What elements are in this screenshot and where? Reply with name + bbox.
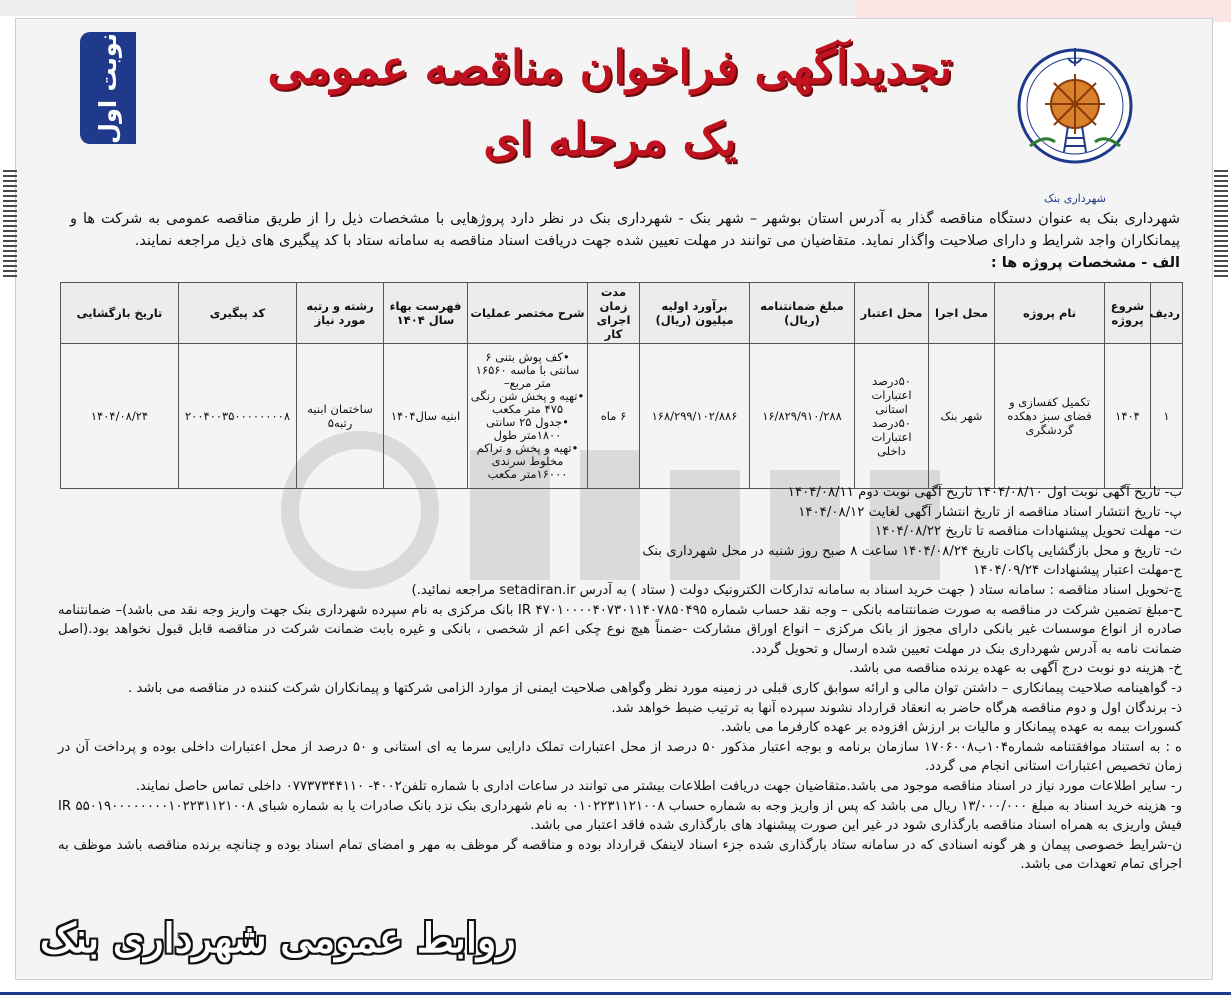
cell-radif: ۱ xyxy=(1151,344,1183,489)
cell-guarantee: ۱۶/۸۲۹/۹۱۰/۲۸۸ xyxy=(750,344,855,489)
cell-estimate: ۱۶۸/۲۹۹/۱۰۲/۸۸۶ xyxy=(640,344,750,489)
th-tracking: کد پیگیری xyxy=(179,283,297,344)
th-estimate: برآورد اولیه میلیون (ریال) xyxy=(640,283,750,344)
round-badge xyxy=(80,32,136,144)
th-pricelist: فهرست بهاء سال ۱۴۰۴ xyxy=(384,283,468,344)
cell-opening: ۱۴۰۴/۰۸/۲۴ xyxy=(61,344,179,489)
table-row xyxy=(61,344,1183,489)
cell-tracking: ۲۰۰۴۰۰۳۵۰۰۰۰۰۰۰۰۸ xyxy=(179,344,297,489)
operation-item: •جدول ۲۵ سانتی ۱۸۰۰متر طول xyxy=(486,415,569,442)
clause-n: ن-شرایط خصوصی پیمان و هر گونه اسنادی که در سامانه ستاد بارگذاری شده جزء اسناد لاینفک قرارداد بوده و مناقصه گر موظف به مهر و امضای تمام اسناد بوده و چنانچه برنده مناقصه باشد موظف به اجرای تمام تعهدات می باشد. xyxy=(58,837,1182,873)
th-grade: رشته و رتبه مورد نیاز xyxy=(297,283,384,344)
cell-duration: ۶ ماه xyxy=(588,344,640,489)
clauses-block xyxy=(58,483,1182,875)
cell-grade: ساختمان ابنیه رتبه۵ xyxy=(297,344,384,489)
table-header-row xyxy=(61,283,1183,344)
cell-credit: ۵۰درصد اعتبارات استانی ۵۰درصد اعتبارات داخلی xyxy=(855,344,929,489)
clause-s: ث- تاریخ و محل بازگشایی پاکات تاریخ ۱۴۰۴/۰۸/۲۴ ساعت ۸ صبح روز شنبه در محل شهرداری بنک xyxy=(642,543,1182,559)
left-barcode-decoration xyxy=(3,170,17,280)
th-location: محل اجرا xyxy=(929,283,995,344)
clause-z: ذ- برندگان اول و دوم مناقصه هرگاه حاضر به انعقاد قرارداد نشوند سپرده آنها به ترتیب ضبط خواهد شد. xyxy=(611,700,1182,716)
cell-location: شهر بنک xyxy=(929,344,995,489)
clause-t: ت- مهلت تحویل پیشنهادات مناقصه تا تاریخ ۱۴۰۴/۰۸/۲۲ xyxy=(875,524,1182,540)
clause-h: ح-مبلغ تضمین شرکت در مناقصه به صورت ضمانتنامه بانکی – وجه نقد حساب شماره IR ۴۷۰۱۰۰۰۰۴۰۷۳۰۱۱۴۰۷۸۵۰۴۹۵ بانک مرکزی به نام سپرده شهرداری بنک جهت واریز وجه نقد می باشد)– ضمانتنامه صادره از انواع موسسات غیر بانکی دارای مجوز از بانک مرکزی – انواع اوراق مشارکت -ضمناً هیچ نوع چکی اعم از شخصی ، بانکی و غیره بابت ضمانت شرکت در مناقصه قابل قبول نخواهد بود.(اصل ضمانت نامه به آدرس شهرداری بنک در مهلت تعیین شده ارسال و تحویل گردد. xyxy=(58,602,1182,657)
th-credit: محل اعتبار xyxy=(855,283,929,344)
cell-name: تکمیل کفسازی و فضای سبز دهکده گردشگری xyxy=(995,344,1105,489)
clause-v: و- هزینه خرید اسناد به مبلغ ۱۳/۰۰۰/۰۰۰ ریال می باشد که پس از واریز وجه به شماره حساب ۰۱۰۲۲۳۱۱۲۱۰۰۸ به نام شهرداری بنک نزد بانک صادرات یا به شماره شبای IR ۵۵۰۱۹۰۰۰۰۰۰۰۰۱۰۲۲۳۱۱۲۱۰۰۸ فیش واریزی به همراه اسناد مناقصه بارگذاری شود در غیر این صورت پیشنهاد های بارگذاری شده فاقد اعتبار می باشد. xyxy=(58,798,1182,834)
th-opening: تاریخ بازگشایی xyxy=(61,283,179,344)
logo-caption: شهرداری بنک xyxy=(1044,192,1106,205)
th-guarantee: مبلغ ضمانتنامه (ریال) xyxy=(750,283,855,344)
bottom-rule xyxy=(0,992,1231,995)
intro-paragraph xyxy=(70,208,1180,274)
section-heading: الف - مشخصات پروژه ها : xyxy=(990,255,1180,271)
clause-p: پ- تاریخ انتشار اسناد مناقصه از تاریخ انتشار آگهی لغایت ۱۴۰۴/۰۸/۱۲ xyxy=(798,504,1182,520)
operation-item: •تهیه و پخش شن رنگی ۴۷۵ متر مکعب xyxy=(470,389,585,416)
clause-b: ب- تاریخ آگهی نوبت اول ۱۴۰۴/۰۸/۱۰ تاریخ آگهی نوبت دوم ۱۴۰۴/۰۸/۱۱ xyxy=(787,485,1182,500)
projects-table xyxy=(60,282,1183,489)
footer-signature: روابط عمومی شهرداری بنک xyxy=(40,915,516,962)
cell-pricelist: ابنیه سال۱۴۰۴ xyxy=(384,344,468,489)
th-start: شروع پروژه xyxy=(1105,283,1151,344)
badge-label: نوبت اول xyxy=(94,32,122,144)
municipality-logo xyxy=(1010,34,1140,196)
operation-item: •تهیه و پخش و تراکم مخلوط سرندی ۱۶۰۰۰متر مکعب xyxy=(476,441,579,481)
cell-start: ۱۴۰۴ xyxy=(1105,344,1151,489)
operation-item: •کف پوش بتنی ۶ سانتی با ماسه ۱۶۵۶۰ متر مربع– xyxy=(475,350,580,390)
clause-he: ه : به استناد موافقتنامه شماره۱۰۴ب۱۷۰۶۰۰۸ سازمان برنامه و بوجه اعتبار مذکور ۵۰ درصد از محل اعتبارات تملک دارایی سرما یه ای استانی و ۵۰ درصد از محل اعتبارات داخلی بوده و پرداخت آن در زمان تخصیص اعتبارات استانی انجام می گردد. xyxy=(58,739,1183,775)
intro-text: شهرداری بنک به عنوان دستگاه مناقصه گذار به آدرس استان بوشهر – شهر بنک - شهرداری بنک در نظر دارد پروژهایی با مشخصات ذیل را از طریق مناقصه عمومی به شرکت ها و پیمانکاران واجد شرایط و دارای صلاحیت واگذار نماید. متقاضیان می توانند در مهلت تعیین شده جهت دریافت اسناد مناقصه به سامانه ستاد با کد پیگیری های ذیل مراجعه نمایند. xyxy=(70,211,1180,249)
clause-ch: چ-تحویل اسناد مناقصه : سامانه ستاد ( جهت خرید اسناد به سامانه تدارکات الکترونیک دولت ( ستاد ) به آدرس setadiran.ir مراجعه نمائید.) xyxy=(411,582,1182,598)
ad-title: تجدیدآگهی فراخوان مناقصه عمومی xyxy=(267,40,953,94)
clause-r: ر- سایر اطلاعات مورد نیاز در اسناد مناقصه موجود می باشد.متقاضیان جهت دریافت اطلاعات بیشتر می توانند در ساعات اداری با شماره تلفن۴۰۰۲- ۰۷۷۳۷۳۴۴۱۱۰ داخلی تماس حاصل نمایند. xyxy=(135,778,1182,794)
th-radif: ردیف xyxy=(1151,283,1183,344)
ad-subtitle: یک مرحله ای xyxy=(483,112,737,166)
th-duration: مدت زمان اجرای کار xyxy=(588,283,640,344)
cell-operations xyxy=(468,344,588,489)
th-name: نام پروژه xyxy=(995,283,1105,344)
th-operations: شرح مختصر عملیات xyxy=(468,283,588,344)
clause-j: ج-مهلت اعتبار پیشنهادات ۱۴۰۴/۰۹/۲۴ xyxy=(973,563,1182,579)
clause-kh: خ- هزینه دو نوبت درج آگهی به عهده برنده مناقصه می باشد. xyxy=(849,661,1182,677)
clause-insurance: کسورات بیمه به عهده پیمانکار و مالیات بر ارزش افزوده بر عهده کارفرما می باشد. xyxy=(721,720,1182,736)
right-barcode-decoration xyxy=(1214,170,1228,280)
clause-d: د- گواهینامه صلاحیت پیمانکاری – داشتن توان مالی و ارائه سوابق کاری قبلی در زمینه مورد نظر وگواهی صلاحیت ایمنی از موارد الزامی شرکتها و پیمانکاران شرکت کننده در مناقصه می باشد . xyxy=(127,680,1182,696)
